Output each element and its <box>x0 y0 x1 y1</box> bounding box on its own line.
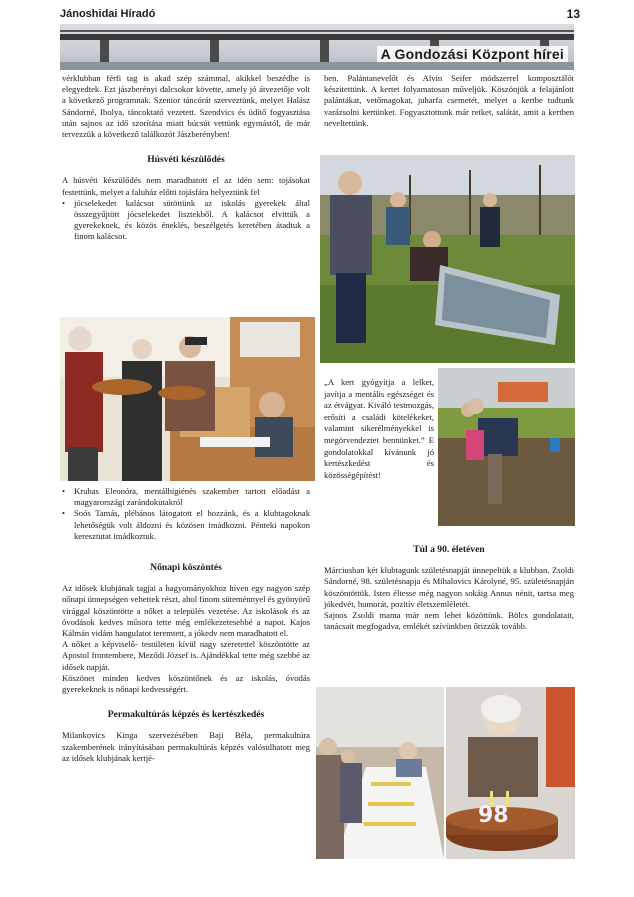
womens-day-paragraph: A nőket a képviselő- testületen kívül nagy szeretettel köszöntötte az Apostol frontembere, Meződi József is. Ajándékkal tette még szebbé az idősek napját. <box>62 639 310 672</box>
garden-paragraph: ben. Palántanevelőt és Alvin Seifer módszerrel komposztálót készítettünk. A kertet folyamatosan műveljük. Köszönjük a felajánlott palántákat, vetőmagokat, juharfa csemetét, melyet a kertbe tudtunk varázsolni kertünket. Fogyasztottunk már retket, salátát, amit a kertben neveltettünk. <box>324 73 574 128</box>
bullet-item: • jócselekedet kalácsot sütöttünk az iskolás gyerekek által összegyűjtött jócselekedet lisztekből. A kalácsot elvittük a gyerekeknek, és közös éneklés, beszélgetés keretében átadtuk a finom kalácsot. <box>62 198 310 243</box>
cake-number-candles: 98 <box>478 803 509 828</box>
intro-paragraph: vérklubban férfi tag is akad szép számmal, akikkel beszédbe is elegyedtek. Ezt jászberényi dalcsokor követte, amely jó átvezetője volt a következő programnak. Szenior táncórát szerveztünk, melyet Halász Sándorné, Ibolya, táncoktató vezetett. Szendvics és üdítő fogyasztása után sajnos az idő szorítása miatt búcsút vettünk egymástól, de már tervezzük a következő találkozót Jászberényben! <box>62 73 310 140</box>
bridge-rail <box>60 30 574 32</box>
river-water <box>60 62 574 70</box>
left-column-bottom <box>62 486 310 764</box>
birthday-paragraph: Márciusban két klubtagunk születésnapját ünnepeltük a klubban. Zsoldi Sándorné, 98. születésnapja és Mihalovics Károlyné, 95. születésnapján köszöntöttük. Isten éltesse még nagyon sokáig Annus nénit, tartsa meg jókedvét, humorát, pozitív életszemléletét. <box>324 565 574 609</box>
easter-paragraph: A húsvéti készülődés nem maradhatott el az idén sem: tojásokat festettünk, melyet a faluház előtti tojásfára helyeztünk fel <box>62 175 310 197</box>
womens-day-paragraph: Köszönet minden kedves köszöntőnek és az iskolás, óvodás gyerekeknek is nőnapi kedvességért. <box>62 672 310 695</box>
photo-birthday-cake <box>446 687 575 859</box>
womens-day-heading: Nőnapi köszöntés <box>150 562 222 574</box>
section-title: A Gondozási Központ hírei <box>377 46 568 62</box>
photo-bread-handover <box>60 317 315 481</box>
section-banner <box>60 24 574 70</box>
easter-heading: Húsvéti készülődés <box>147 154 225 166</box>
newspaper-title: Jánoshidai Híradó <box>60 8 156 20</box>
page-header <box>60 6 580 24</box>
photo-garden-woman <box>438 368 575 526</box>
bridge-deck <box>60 34 574 40</box>
permaculture-paragraph: Milankovics Kinga szervezésében Baji Béla, permakultúra szakemberének irányításában permakultúrás képzés valósulhatott meg az idősek klubjának kertjé- <box>62 730 310 763</box>
womens-day-paragraph: Az idősek klubjának tagjai a hagyományokhoz híven egy nagyon szép nőnapi ünnepségen vehettek részt, ahol finom süteménnyel és gyönyörű virággal köszöntötte a nőket a település vezetése. Az iskolások és az óvodások kedves műsora tette még emlékezetesebbé a napot. Kajos Kálmán vidám hangulatot teremtett, a jókedv nem maradhatott el. <box>62 583 310 639</box>
right-column-top <box>324 73 574 129</box>
photo-garden-work <box>320 155 575 363</box>
birthday-paragraph: Sajnos Zsoldi mama már nem lehet közöttünk. Bölcs gondolatait, tanácsait megfogadva, emlékét szívünkben őrizzük tovább. <box>324 610 574 632</box>
left-column-top <box>62 73 310 243</box>
page-number: 13 <box>566 7 580 21</box>
bullet-item: • Soós Tamás, plébános látogatott el hozzánk, és a klubtagoknak lehetőségük volt áldozni és közösen imádkozni. Pénteki napokon keresztutat imádkoztuk. <box>62 508 310 542</box>
garden-quote: „A kert gyógyítja a lelket, javítja a mentális egészséget és az étvágyat. Kiváló testmozgás, erősíti a családi kötelékeket, valamint sikerélményekkel is megörvendeztet bennünket.” E gondolatokkal kívánunk jó kertészkedést és közösségépítést! <box>324 377 434 480</box>
permaculture-heading: Permakultúrás képzés és kertészkedés <box>107 709 265 721</box>
photo-birthday-table <box>316 687 444 859</box>
birthday-heading: Túl a 90. életéven <box>413 544 485 555</box>
right-column-bottom <box>324 544 574 632</box>
bullet-item: • Krubas Eleonóra, mentálhigiénés szakember tartott előadást a magyarországi zarándokutakról <box>62 486 310 508</box>
